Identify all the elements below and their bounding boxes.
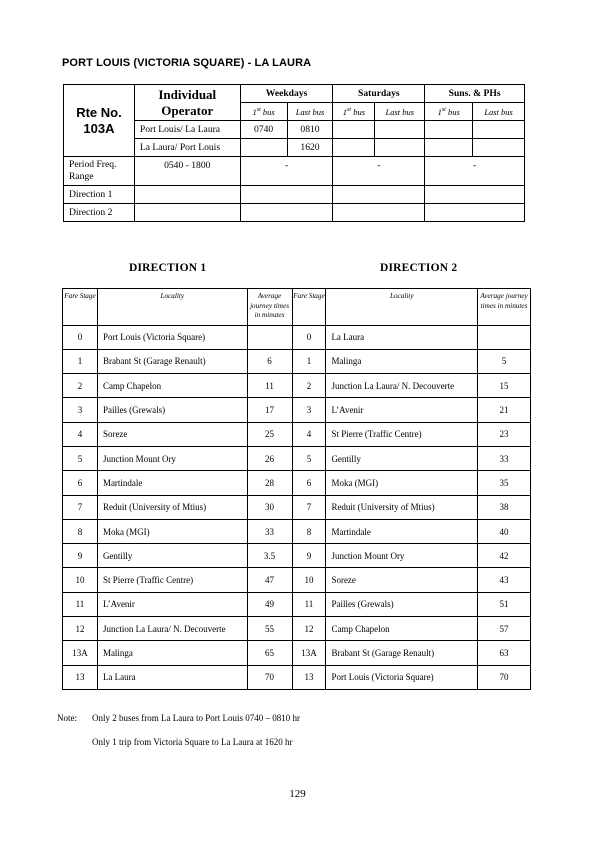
fare-stage-cell: 3 (292, 398, 326, 422)
fare-stage-cell: 6 (63, 471, 98, 495)
route-number-cell (64, 85, 135, 157)
fare-stage-cell: 11 (63, 592, 98, 616)
saturdays-heading: Saturdays (333, 85, 425, 103)
locality-cell: Junction La Laura/ N. Decouverte (326, 374, 478, 398)
first-word: bus (351, 106, 365, 117)
locality-cell: Soreze (326, 568, 478, 592)
sunday-freq-value: - (425, 157, 525, 186)
fare-stage-cell: 1 (63, 349, 98, 373)
weekday-first-bus-value: 0740 (240, 121, 287, 139)
journey-time-cell: 21 (478, 398, 531, 422)
note-line-1: Only 2 buses from La Laura to Port Louis 0740 – 0810 hr (92, 713, 300, 723)
table-row (63, 325, 531, 349)
first-word: bus (260, 106, 275, 117)
weekday-last-bus-value: 1620 (287, 139, 333, 157)
locality-cell: Port Louis (Victoria Square) (97, 325, 247, 349)
saturday-first-bus-heading (333, 103, 375, 121)
page-number: 129 (289, 788, 306, 800)
journey-time-cell: 40 (478, 519, 531, 543)
route-summary-table (63, 84, 525, 222)
locality-cell: Moka (MGI) (326, 471, 478, 495)
locality-header: Locality (326, 289, 478, 326)
journey-time-cell: 25 (247, 422, 292, 446)
journey-time-cell: 23 (478, 422, 531, 446)
avg-time-header: Average journey times in minutes (478, 289, 531, 326)
journey-time-cell: 70 (247, 665, 292, 689)
fare-stage-cell: 13 (63, 665, 98, 689)
table-row (63, 519, 531, 543)
fare-stage-cell: 13A (63, 641, 98, 665)
table-row (63, 544, 531, 568)
avg-time-header: Average journey times in minutes (247, 289, 292, 326)
locality-cell: St Pierre (Traffic Centre) (97, 568, 247, 592)
journey-time-cell: 47 (247, 568, 292, 592)
fare-stage-cell: 9 (63, 544, 98, 568)
journey-time-cell: 33 (478, 446, 531, 470)
weekday-freq-value: - (240, 157, 333, 186)
locality-cell: La Laura (97, 665, 247, 689)
empty-cell (134, 186, 240, 204)
locality-cell: Pailles (Grewals) (326, 592, 478, 616)
fare-stage-cell: 11 (292, 592, 326, 616)
note-label: Note: (57, 713, 77, 723)
locality-cell: Junction La Laura/ N. Decouverte (97, 617, 247, 641)
table-row (63, 374, 531, 398)
journey-time-cell: 55 (247, 617, 292, 641)
journey-time-cell: 5 (478, 349, 531, 373)
empty-cell (473, 139, 525, 157)
journey-time-cell: 33 (247, 519, 292, 543)
fare-stage-cell: 10 (292, 568, 326, 592)
journey-time-cell: 30 (247, 495, 292, 519)
first-word: bus (445, 106, 460, 117)
empty-cell (375, 121, 425, 139)
route-direction-1: Port Louis/ La Laura (134, 121, 240, 139)
locality-cell: Reduit (University of Mtius) (326, 495, 478, 519)
journey-time-cell: 57 (478, 617, 531, 641)
locality-cell: Port Louis (Victoria Square) (326, 665, 478, 689)
empty-cell (425, 204, 525, 222)
locality-cell: Malinga (97, 641, 247, 665)
empty-cell (333, 139, 375, 157)
journey-time-cell: 35 (478, 471, 531, 495)
locality-cell: L’Avenir (97, 592, 247, 616)
fare-stage-cell: 3 (63, 398, 98, 422)
first-sup: st (256, 106, 261, 113)
table-row (63, 471, 531, 495)
empty-cell (240, 204, 333, 222)
journey-time-cell: 70 (478, 665, 531, 689)
table-row (63, 349, 531, 373)
first-num: 1 (252, 106, 257, 117)
locality-cell: Camp Chapelon (326, 617, 478, 641)
sunday-first-bus-heading (425, 103, 473, 121)
fare-stage-cell: 2 (292, 374, 326, 398)
table-row (63, 568, 531, 592)
locality-cell: Martindale (326, 519, 478, 543)
journey-time-cell: 43 (478, 568, 531, 592)
locality-cell: Soreze (97, 422, 247, 446)
route-title: PORT LOUIS (VICTORIA SQUARE) - LA LAURA (62, 57, 312, 69)
locality-cell: Moka (MGI) (97, 519, 247, 543)
note-line-2: Only 1 trip from Victoria Square to La Laura at 1620 hr (92, 737, 293, 747)
fare-stage-cell: 1 (292, 349, 326, 373)
table-row (63, 495, 531, 519)
fare-stage-cell: 13A (292, 641, 326, 665)
empty-cell (425, 121, 473, 139)
saturday-last-bus-heading: Last bus (375, 103, 425, 121)
weekday-last-bus-heading: Last bus (287, 103, 333, 121)
empty-cell (240, 139, 287, 157)
weekdays-heading: Weekdays (240, 85, 333, 103)
fare-stage-cell: 10 (63, 568, 98, 592)
empty-cell (425, 186, 525, 204)
journey-time-cell: 17 (247, 398, 292, 422)
journey-time-cell (478, 325, 531, 349)
operator-label: Operator (161, 102, 214, 118)
empty-cell (375, 139, 425, 157)
empty-cell (333, 121, 375, 139)
suns-heading: Suns. & PHs (425, 85, 525, 103)
fare-stage-cell: 5 (292, 446, 326, 470)
fare-stage-cell: 7 (292, 495, 326, 519)
individual-label: Individual (158, 86, 217, 102)
fare-stage-cell: 5 (63, 446, 98, 470)
journey-time-cell: 6 (247, 349, 292, 373)
sunday-last-bus-heading: Last bus (473, 103, 525, 121)
period-freq-label: Period Freq. Range (64, 157, 135, 186)
empty-cell (333, 204, 425, 222)
table-row (63, 592, 531, 616)
table-row (63, 446, 531, 470)
locality-cell: Junction Mount Ory (97, 446, 247, 470)
locality-cell: Gentilly (97, 544, 247, 568)
locality-cell: Brabant St (Garage Renault) (326, 641, 478, 665)
fare-stage-cell: 2 (63, 374, 98, 398)
journey-time-cell (247, 325, 292, 349)
locality-cell: Malinga (326, 349, 478, 373)
table-row (63, 398, 531, 422)
fare-stage-cell: 4 (292, 422, 326, 446)
route-number: 103A (83, 120, 115, 136)
empty-cell (240, 186, 333, 204)
locality-cell: Gentilly (326, 446, 478, 470)
table-row (63, 422, 531, 446)
route-number-label: Rte No. (76, 104, 122, 120)
locality-cell: St Pierre (Traffic Centre) (326, 422, 478, 446)
direction-2-label: Direction 2 (64, 204, 135, 222)
journey-time-cell: 26 (247, 446, 292, 470)
journey-time-cell: 42 (478, 544, 531, 568)
journey-time-cell: 63 (478, 641, 531, 665)
empty-cell (134, 204, 240, 222)
weekday-last-bus-value: 0810 (287, 121, 333, 139)
locality-cell: Pailles (Grewals) (97, 398, 247, 422)
fare-stage-cell: 0 (292, 325, 326, 349)
locality-cell: Brabant St (Garage Renault) (97, 349, 247, 373)
direction-1-heading: DIRECTION 1 (129, 262, 207, 274)
locality-cell: Camp Chapelon (97, 374, 247, 398)
locality-cell: Martindale (97, 471, 247, 495)
journey-time-cell: 51 (478, 592, 531, 616)
first-sup: st (347, 106, 352, 113)
fare-stage-cell: 8 (63, 519, 98, 543)
direction-2-heading: DIRECTION 2 (380, 262, 458, 274)
fare-stage-cell: 4 (63, 422, 98, 446)
direction-1-label: Direction 1 (64, 186, 135, 204)
fare-stage-cell: 12 (63, 617, 98, 641)
locality-cell: La Laura (326, 325, 478, 349)
empty-cell (333, 186, 425, 204)
journey-time-cell: 3.5 (247, 544, 292, 568)
weekday-first-bus-heading (240, 103, 287, 121)
locality-cell: Reduit (University of Mtius) (97, 495, 247, 519)
journey-time-cell: 15 (478, 374, 531, 398)
empty-cell (473, 121, 525, 139)
fare-stage-cell: 13 (292, 665, 326, 689)
first-num: 1 (437, 106, 442, 117)
saturday-freq-value: - (333, 157, 425, 186)
journey-time-cell: 65 (247, 641, 292, 665)
table-row (63, 641, 531, 665)
locality-cell: L’Avenir (326, 398, 478, 422)
empty-cell (425, 139, 473, 157)
fare-stage-header: Fare Stage (63, 289, 98, 326)
fare-stages-table (62, 288, 531, 690)
fare-stage-cell: 12 (292, 617, 326, 641)
table-row (63, 665, 531, 689)
journey-time-cell: 49 (247, 592, 292, 616)
journey-time-cell: 11 (247, 374, 292, 398)
fare-stage-header: Fare Stage (292, 289, 326, 326)
fare-stage-cell: 6 (292, 471, 326, 495)
locality-header: Locality (97, 289, 247, 326)
individual-operator-heading (134, 85, 240, 121)
fare-stage-cell: 0 (63, 325, 98, 349)
journey-time-cell: 28 (247, 471, 292, 495)
first-num: 1 (342, 106, 348, 117)
locality-cell: Junction Mount Ory (326, 544, 478, 568)
first-sup: st (441, 106, 446, 113)
table-row (63, 617, 531, 641)
route-direction-2: La Laura/ Port Louis (134, 139, 240, 157)
journey-time-cell: 38 (478, 495, 531, 519)
fare-stage-cell: 7 (63, 495, 98, 519)
fare-stage-cell: 8 (292, 519, 326, 543)
fare-stage-cell: 9 (292, 544, 326, 568)
period-freq-value: 0540 - 1800 (134, 157, 240, 186)
